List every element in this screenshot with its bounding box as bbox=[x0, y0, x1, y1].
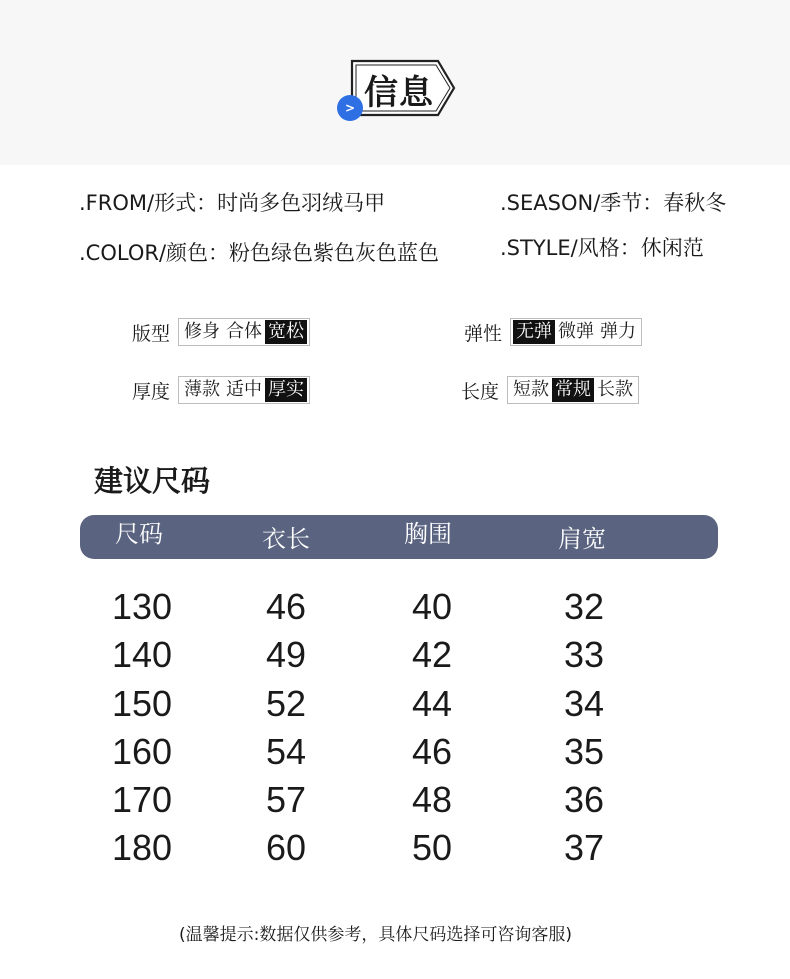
size-section-title: 建议尺码 bbox=[94, 464, 211, 498]
table-row bbox=[0, 826, 790, 874]
table-row bbox=[0, 730, 790, 778]
table-cell: 50 bbox=[412, 827, 453, 868]
table-cell: 44 bbox=[412, 683, 453, 724]
option-item: 短款 bbox=[513, 379, 550, 400]
table-row bbox=[0, 585, 790, 633]
option-row-elasticity bbox=[464, 319, 642, 345]
arrow-badge-icon: > bbox=[337, 95, 363, 121]
option-item: 适中 bbox=[226, 379, 263, 400]
option-item: 长款 bbox=[597, 379, 634, 400]
table-cell: 46 bbox=[412, 731, 453, 772]
option-label: 厚度 bbox=[132, 380, 171, 403]
option-item-selected: 宽松 bbox=[265, 320, 307, 344]
table-cell: 46 bbox=[266, 586, 307, 627]
table-cell: 34 bbox=[564, 683, 605, 724]
attr-season: .SEASON/季节：春秋冬 bbox=[500, 191, 727, 215]
option-item: 微弹 bbox=[558, 321, 595, 342]
table-cell: 140 bbox=[112, 634, 173, 675]
option-item: 薄款 bbox=[184, 379, 221, 400]
option-group bbox=[178, 318, 310, 346]
table-row bbox=[0, 778, 790, 826]
table-cell: 48 bbox=[412, 779, 453, 820]
option-item-selected: 无弹 bbox=[513, 320, 555, 344]
table-cell: 35 bbox=[564, 731, 605, 772]
table-row bbox=[0, 633, 790, 681]
option-row-thickness bbox=[132, 377, 310, 403]
table-cell: 130 bbox=[112, 586, 173, 627]
attr-style: .STYLE/风格：休闲范 bbox=[500, 236, 704, 260]
table-cell: 54 bbox=[266, 731, 307, 772]
table-cell: 49 bbox=[266, 634, 307, 675]
option-label: 版型 bbox=[132, 322, 171, 345]
table-cell: 42 bbox=[412, 634, 453, 675]
header-cell-size: 尺码 bbox=[115, 520, 163, 548]
size-table-header bbox=[80, 515, 718, 559]
option-item: 修身 bbox=[184, 321, 221, 342]
table-cell: 36 bbox=[564, 779, 605, 820]
table-cell: 170 bbox=[112, 779, 173, 820]
info-tag-title: 信息 bbox=[364, 73, 434, 113]
table-cell: 180 bbox=[112, 827, 173, 868]
option-row-fit bbox=[132, 319, 310, 345]
attr-color: .COLOR/颜色：粉色绿色紫色灰色蓝色 bbox=[79, 241, 440, 265]
table-cell: 37 bbox=[564, 827, 605, 868]
header-cell-shoulder: 肩宽 bbox=[558, 525, 606, 553]
table-cell: 40 bbox=[412, 586, 453, 627]
table-cell: 52 bbox=[266, 683, 307, 724]
option-label: 弹性 bbox=[464, 322, 503, 345]
option-row-length bbox=[461, 377, 639, 403]
info-tag bbox=[344, 59, 458, 117]
option-group bbox=[507, 376, 639, 404]
option-item-selected: 常规 bbox=[552, 378, 594, 402]
option-group bbox=[510, 318, 642, 346]
option-item-selected: 厚实 bbox=[265, 378, 307, 402]
table-row bbox=[0, 682, 790, 730]
option-item: 合体 bbox=[226, 321, 263, 342]
table-cell: 150 bbox=[112, 683, 173, 724]
table-cell: 32 bbox=[564, 586, 605, 627]
header-cell-length: 衣长 bbox=[262, 525, 310, 553]
option-item: 弹力 bbox=[600, 321, 637, 342]
table-cell: 60 bbox=[266, 827, 307, 868]
header-cell-chest: 胸围 bbox=[404, 520, 452, 548]
attr-from: .FROM/形式：时尚多色羽绒马甲 bbox=[79, 191, 386, 215]
footer-note: (温馨提示:数据仅供参考，具体尺码选择可咨询客服) bbox=[179, 925, 572, 945]
option-label: 长度 bbox=[461, 380, 500, 403]
table-cell: 160 bbox=[112, 731, 173, 772]
table-cell: 57 bbox=[266, 779, 307, 820]
table-cell: 33 bbox=[564, 634, 605, 675]
option-group bbox=[178, 376, 310, 404]
